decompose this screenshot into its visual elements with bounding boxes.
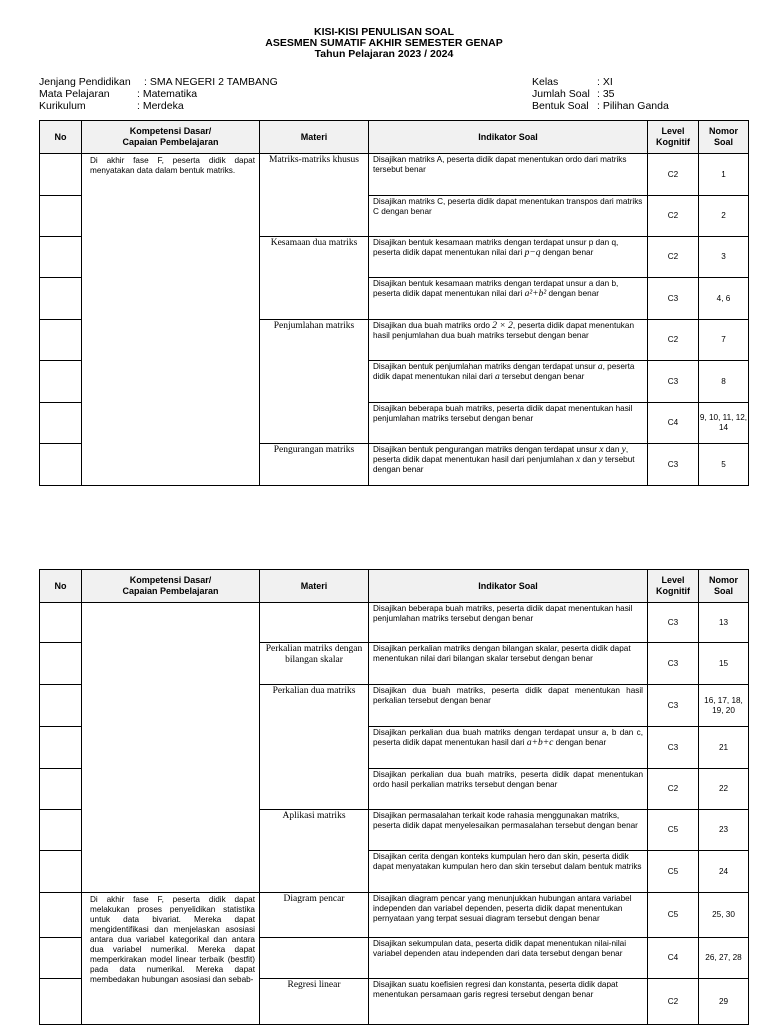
nomor-cell: 8: [699, 361, 749, 403]
materi-cell: Matriks-matriks khusus: [260, 154, 369, 237]
row-no: [40, 727, 82, 769]
meta-kelas-label: Kelas: [532, 76, 559, 88]
nomor-cell: 21: [699, 727, 749, 769]
col-materi: Materi: [260, 121, 369, 154]
level-cell: C5: [648, 810, 699, 851]
materi-cell: Penjumlahan matriks: [260, 320, 369, 444]
row-no: [40, 320, 82, 361]
level-cell: C3: [648, 643, 699, 685]
row-no: [40, 154, 82, 196]
col-kompetensi: Kompetensi Dasar/ Capaian Pembelajaran: [82, 121, 260, 154]
meta-mapel-label: Mata Pelajaran: [39, 88, 110, 100]
table-row: [40, 893, 749, 938]
meta-jenjang-value: : SMA NEGERI 2 TAMBANG: [144, 76, 278, 88]
meta-jenjang-label: Jenjang Pendidikan: [39, 76, 131, 88]
indikator-cell: Disajikan beberapa buah matriks, peserta didik dapat menentukan hasil penjumlahan matriks tersebut dengan benar: [369, 603, 648, 643]
nomor-cell: 2: [699, 196, 749, 237]
materi-cell: Pengurangan matriks: [260, 444, 369, 486]
indikator-cell: Disajikan matriks C, peserta didik dapat menentukan transpos dari matriks C dengan benar: [369, 196, 648, 237]
row-no: [40, 979, 82, 1025]
meta-mapel-value: : Matematika: [137, 88, 198, 100]
level-cell: C3: [648, 685, 699, 727]
level-cell: C2: [648, 154, 699, 196]
row-no: [40, 278, 82, 320]
indikator-cell: Disajikan bentuk kesamaan matriks dengan terdapat unsur p dan q, peserta didik dapat menentukan nilai dari p−q dengan benar: [369, 237, 648, 278]
materi-cell: Diagram pencar: [260, 893, 369, 938]
row-no: [40, 810, 82, 851]
nomor-cell: 23: [699, 810, 749, 851]
indikator-cell: Disajikan perkalian dua buah matriks, peserta didik dapat menentukan ordo hasil perkalian matriks tersebut dengan benar: [369, 769, 648, 810]
col-level: Level Kognitif: [648, 121, 699, 154]
kompetensi-cell: Di akhir fase F, peserta didik dapat menyatakan data dalam bentuk matriks.: [82, 154, 260, 486]
level-cell: C4: [648, 403, 699, 444]
row-no: [40, 237, 82, 278]
col-no: No: [40, 570, 82, 603]
meta-kelas: [532, 76, 613, 88]
indikator-cell: Disajikan bentuk kesamaan matriks dengan terdapat unsur a dan b, peserta didik dapat menentukan nilai dari a²+b² dengan benar: [369, 278, 648, 320]
col-nomor: Nomor Soal: [699, 121, 749, 154]
level-cell: C3: [648, 727, 699, 769]
indikator-cell: Disajikan matriks A, peserta didik dapat menentukan ordo dari matriks tersebut benar: [369, 154, 648, 196]
col-indikator: Indikator Soal: [369, 570, 648, 603]
materi-cell: Kesamaan dua matriks: [260, 237, 369, 320]
nomor-cell: 4, 6: [699, 278, 749, 320]
row-no: [40, 893, 82, 938]
nomor-cell: 15: [699, 643, 749, 685]
doc-year: Tahun Pelajaran 2023 / 2024: [314, 48, 454, 60]
meta-kurikulum-value: : Merdeka: [137, 100, 184, 112]
nomor-cell: 25, 30: [699, 893, 749, 938]
nomor-cell: 3: [699, 237, 749, 278]
row-no: [40, 361, 82, 403]
meta-kelas-value: : XI: [597, 76, 613, 88]
level-cell: C4: [648, 938, 699, 979]
row-no: [40, 938, 82, 979]
level-cell: C2: [648, 196, 699, 237]
row-no: [40, 769, 82, 810]
meta-bentuk-label: Bentuk Soal: [532, 100, 589, 112]
nomor-cell: 24: [699, 851, 749, 893]
materi-cell: Regresi linear: [260, 979, 369, 1025]
materi-cell: Aplikasi matriks: [260, 810, 369, 893]
nomor-cell: 16, 17, 18, 19, 20: [699, 685, 749, 727]
nomor-cell: 1: [699, 154, 749, 196]
meta-bentuk-value: : Pilihan Ganda: [597, 100, 669, 112]
meta-mapel: [39, 88, 197, 100]
level-cell: C2: [648, 769, 699, 810]
nomor-cell: 9, 10, 11, 12, 14: [699, 403, 749, 444]
indikator-cell: Disajikan beberapa buah matriks, peserta didik dapat menentukan hasil penjumlahan matriks tersebut dengan benar: [369, 403, 648, 444]
indikator-cell: Disajikan perkalian dua buah matriks dengan terdapat unsur a, b dan c, peserta didik dapat menentukan hasil dari a+b+c dengan benar: [369, 727, 648, 769]
kisi-table-2: [39, 569, 749, 1025]
table-header-row: [40, 570, 749, 603]
meta-jumlah-label: Jumlah Soal: [532, 88, 590, 100]
indikator-cell: Disajikan sekumpulan data, peserta didik dapat menentukan nilai-nilai variabel dependen atau independen dari data tersebut dengan benar: [369, 938, 648, 979]
nomor-cell: 26, 27, 28: [699, 938, 749, 979]
meta-bentuk: [532, 100, 669, 112]
level-cell: C3: [648, 361, 699, 403]
nomor-cell: 5: [699, 444, 749, 486]
indikator-cell: Disajikan cerita dengan konteks kumpulan hero dan skin, peserta didik dapat menyatakan kumpulan hero dan skin tersebut dalam bentuk matriks: [369, 851, 648, 893]
doc-subtitle: ASESMEN SUMATIF AKHIR SEMESTER GENAP: [265, 37, 503, 49]
indikator-cell: Disajikan dua buah matriks, peserta didik dapat menentukan hasil perkalian tersebut dengan benar: [369, 685, 648, 727]
kompetensi-cell: [82, 603, 260, 893]
col-no: No: [40, 121, 82, 154]
kompetensi-cell-statistika: Di akhir fase F, peserta didik dapat melakukan proses penyelidikan statistika untuk data bivariat. Mereka dapat mengidentifikasi dan menjelaskan asosiasi antara dua variabel kategorikal dan antara dua variabel numerikal. Mereka dapat memperkirakan model linear terbaik (bestfit) pada data numerikal. Mereka dapat membedakan hubungan asosiasi dan sebab-: [82, 893, 260, 1025]
indikator-cell: Disajikan permasalahan terkait kode rahasia menggunakan matriks, peserta didik dapat menyelesaikan permasalahan tersebut dengan benar: [369, 810, 648, 851]
materi-cell: [260, 938, 369, 979]
col-level: Level Kognitif: [648, 570, 699, 603]
row-no: [40, 403, 82, 444]
row-no: [40, 851, 82, 893]
nomor-cell: 13: [699, 603, 749, 643]
nomor-cell: 22: [699, 769, 749, 810]
materi-cell: Perkalian dua matriks: [260, 685, 369, 810]
row-no: [40, 603, 82, 643]
row-no: [40, 643, 82, 685]
level-cell: C2: [648, 979, 699, 1025]
meta-kurikulum-label: Kurikulum: [39, 100, 86, 112]
level-cell: C3: [648, 278, 699, 320]
col-indikator: Indikator Soal: [369, 121, 648, 154]
table-row: [40, 154, 749, 196]
row-no: [40, 685, 82, 727]
level-cell: C5: [648, 851, 699, 893]
meta-jumlah: [532, 88, 615, 100]
row-no: [40, 196, 82, 237]
materi-cell: [260, 603, 369, 643]
table-row: [40, 603, 749, 643]
doc-title: KISI-KISI PENULISAN SOAL: [313, 26, 454, 38]
nomor-cell: 7: [699, 320, 749, 361]
indikator-cell: Disajikan bentuk pengurangan matriks dengan terdapat unsur x dan y, peserta didik dapat menentukan hasil dari penjumlahan x dan y tersebut dengan benar: [369, 444, 648, 486]
kisi-table-1: [39, 120, 749, 486]
indikator-cell: Disajikan diagram pencar yang menunjukkan hubungan antara variabel independen dan variabel dependen, peserta didik dapat menentukan pernyataan yang terpat sesuai diagram tersebut dengan benar: [369, 893, 648, 938]
level-cell: C5: [648, 893, 699, 938]
nomor-cell: 29: [699, 979, 749, 1025]
meta-kurikulum: [39, 100, 184, 112]
meta-jenjang: [39, 76, 278, 88]
meta-jumlah-value: : 35: [597, 88, 615, 100]
col-kompetensi: Kompetensi Dasar/ Capaian Pembelajaran: [82, 570, 260, 603]
col-materi: Materi: [260, 570, 369, 603]
col-nomor: Nomor Soal: [699, 570, 749, 603]
level-cell: C3: [648, 603, 699, 643]
level-cell: C3: [648, 444, 699, 486]
row-no: [40, 444, 82, 486]
level-cell: C2: [648, 237, 699, 278]
materi-cell: Perkalian matriks dengan bilangan skalar: [260, 643, 369, 685]
indikator-cell: Disajikan suatu koefisien regresi dan konstanta, peserta didik dapat menentukan persamaan garis regresi tersebut dengan benar: [369, 979, 648, 1025]
indikator-cell: Disajikan perkalian matriks dengan bilangan skalar, peserta didik dapat menentukan nilai dari bilangan skalar tersebut dengan benar: [369, 643, 648, 685]
level-cell: C2: [648, 320, 699, 361]
indikator-cell: Disajikan dua buah matriks ordo 2 × 2, peserta didik dapat menentukan hasil penjumlahan dua buah matriks tersebut dengan benar: [369, 320, 648, 361]
table-header-row: [40, 121, 749, 154]
indikator-cell: Disajikan bentuk penjumlahan matriks dengan terdapat unsur a, peserta didik dapat menentukan nilai dari a tersebut dengan benar: [369, 361, 648, 403]
